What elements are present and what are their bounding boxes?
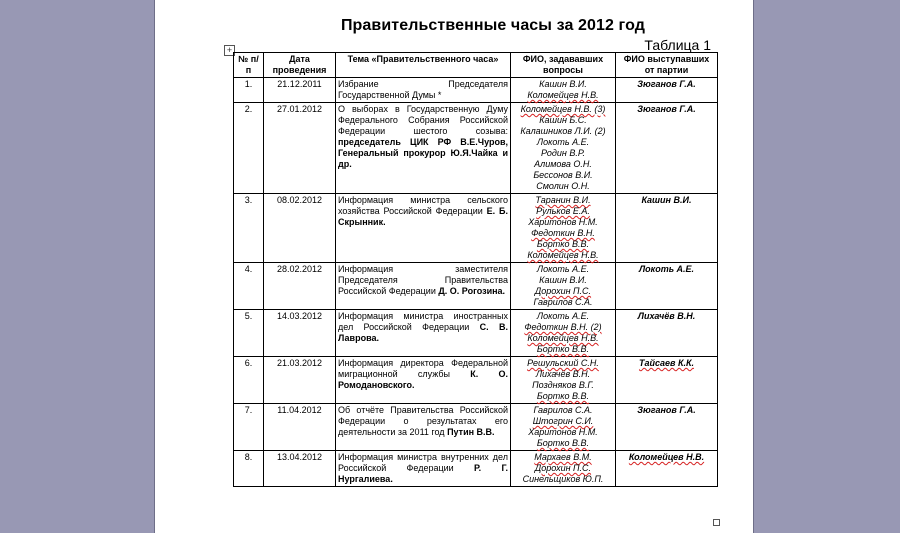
asker-name: Родин В.Р. — [541, 148, 585, 158]
topic-text: Информация министра иностранных дел Российской Федерации — [338, 311, 508, 332]
speaker-name: Зюганов Г.А. — [637, 79, 696, 89]
topic-text: Информация директора Федеральной миграционной службы — [338, 358, 508, 379]
header-asked: ФИО, задававших вопросы — [511, 53, 616, 78]
asker-name: Кашин В.И. — [539, 79, 587, 89]
row-num: 4. — [234, 263, 264, 310]
row-date: 13.04.2012 — [264, 451, 336, 487]
row-num: 7. — [234, 404, 264, 451]
speaker-name: Зюганов Г.А. — [637, 405, 696, 415]
row-date: 21.03.2012 — [264, 357, 336, 404]
asker-name: Коломейцев Н.В. — [527, 90, 599, 100]
asker-name: Рульков Е.А. — [536, 206, 590, 216]
asker-name: Бортко В.В. — [536, 391, 590, 401]
row-num: 5. — [234, 310, 264, 357]
topic-text: Об отчёте Правительства Российской Федерации о результатах его деятельности за 2011 год — [338, 405, 508, 437]
header-num: № п/п — [234, 53, 264, 78]
table-row — [234, 263, 718, 310]
row-topic — [336, 404, 511, 451]
document-page[interactable] — [154, 0, 754, 533]
asker-name: Харитонов Н.М. — [528, 427, 598, 437]
row-num: 6. — [234, 357, 264, 404]
topic-text: О выборах в Государственную Думу Федерального Собрания Российской Федерации шестого созыва: — [338, 104, 508, 136]
asker-name: Смолин О.Н. — [536, 181, 590, 191]
row-date: 21.12.2011 — [264, 78, 336, 103]
row-date: 11.04.2012 — [264, 404, 336, 451]
row-date: 27.01.2012 — [264, 103, 336, 194]
asker-name: Лихачёв В.Н. — [535, 369, 591, 379]
asker-name: Штогрин С.И. — [532, 416, 594, 426]
table-row — [234, 357, 718, 404]
row-topic — [336, 78, 511, 103]
speaker-name: Кашин В.И. — [641, 195, 692, 205]
row-topic — [336, 194, 511, 263]
header-spoke: ФИО выступавших от партии — [616, 53, 718, 78]
row-date: 28.02.2012 — [264, 263, 336, 310]
topic-official: Путин В.В. — [447, 427, 495, 437]
row-spoke — [616, 263, 718, 310]
table-move-handle-icon[interactable]: + — [224, 45, 235, 56]
asker-name: Бортко В.В. — [536, 239, 590, 249]
table-row — [234, 194, 718, 263]
table-body — [234, 78, 718, 487]
topic-text: Информация министра внутренних дел Российской Федерации — [338, 452, 508, 473]
asker-name: Локоть А.Е. — [536, 264, 590, 274]
topic-official: С. В. Лаврова. — [338, 322, 508, 343]
table-resize-handle-icon[interactable] — [713, 519, 720, 526]
row-topic — [336, 310, 511, 357]
asker-name: Коломейцев Н.В. (3) — [520, 104, 606, 114]
asker-name: Поздняков В.Г. — [532, 380, 594, 390]
header-topic: Тема «Правительственного часа» — [336, 53, 511, 78]
table-caption: Таблица 1 — [644, 37, 711, 53]
row-spoke — [616, 404, 718, 451]
row-spoke — [616, 310, 718, 357]
asker-name: Мархаев В.М. — [534, 452, 592, 462]
asker-name: Таранин В.И. — [535, 195, 591, 205]
asker-name: Локоть А.Е. — [536, 137, 590, 147]
row-spoke — [616, 357, 718, 404]
row-spoke — [616, 451, 718, 487]
speaker-name: Лихачёв В.Н. — [637, 311, 696, 321]
speaker-name: Зюганов Г.А. — [637, 104, 696, 114]
asker-name: Бортко В.В. — [536, 344, 590, 354]
row-asked — [511, 263, 616, 310]
row-asked — [511, 103, 616, 194]
row-asked — [511, 357, 616, 404]
table-row — [234, 78, 718, 103]
speaker-name: Тайсаев К.К. — [638, 358, 695, 368]
row-date: 14.03.2012 — [264, 310, 336, 357]
row-topic — [336, 451, 511, 487]
table-row — [234, 310, 718, 357]
asker-name: Бессонов В.И. — [533, 170, 593, 180]
table-header-row — [234, 53, 718, 78]
asker-name: Коломейцев Н.В. — [527, 333, 599, 343]
row-spoke — [616, 194, 718, 263]
asker-name: Гаврилов С.А. — [533, 405, 593, 415]
asker-name: Коломейцев Н.В. — [527, 250, 599, 260]
row-asked — [511, 310, 616, 357]
topic-text: Информация заместителя Председателя Правительства Российской Федерации — [338, 264, 508, 296]
asker-name: Решульский С.Н. — [527, 358, 599, 368]
topic-official: К. О. Ромодановского. — [338, 369, 508, 390]
asker-name: Дорохин П.С. — [534, 463, 592, 473]
asker-name: Калашников Л.И. (2) — [520, 126, 606, 136]
row-topic — [336, 357, 511, 404]
asker-name: Локоть А.Е. — [536, 311, 590, 321]
row-num: 1. — [234, 78, 264, 103]
row-num: 3. — [234, 194, 264, 263]
row-date: 08.02.2012 — [264, 194, 336, 263]
table-row — [234, 103, 718, 194]
asker-name: Синельщиков Ю.П. — [522, 474, 604, 484]
speaker-name: Коломейцев Н.В. — [628, 452, 705, 462]
row-num: 2. — [234, 103, 264, 194]
speaker-name: Локоть А.Е. — [638, 264, 695, 274]
row-topic — [336, 263, 511, 310]
asker-name: Кашин В.И. — [539, 275, 587, 285]
topic-text: Информация министра сельского хозяйства Российской Федерации — [338, 195, 508, 216]
asker-name: Гаврилов С.А. — [533, 297, 593, 307]
asker-name: Бортко В.В. — [536, 438, 590, 448]
topic-official: Е. Б. Скрынник. — [338, 206, 508, 227]
table-row — [234, 404, 718, 451]
asker-name: Харитонов Н.М. — [528, 217, 598, 227]
topic-official: Д. О. Рогозина. — [438, 286, 506, 296]
row-asked — [511, 451, 616, 487]
topic-text: Избрание Председателя Государственной Думы * — [338, 79, 508, 100]
row-asked — [511, 78, 616, 103]
asker-name: Кашин Б.С. — [539, 115, 587, 125]
asker-name: Дорохин П.С. — [534, 286, 592, 296]
row-topic — [336, 103, 511, 194]
asker-name: Федоткин В.Н. (2) — [524, 322, 602, 332]
row-asked — [511, 404, 616, 451]
asker-name: Федоткин В.Н. — [531, 228, 595, 238]
document-title: Правительственные часы за 2012 год — [340, 17, 646, 34]
topic-official: председатель ЦИК РФ В.Е.Чуров, Генеральный прокурор Ю.Я.Чайка и др. — [338, 137, 508, 169]
row-num: 8. — [234, 451, 264, 487]
row-spoke — [616, 103, 718, 194]
row-spoke — [616, 78, 718, 103]
government-hours-table — [233, 52, 718, 487]
table-row — [234, 451, 718, 487]
asker-name: Алимова О.Н. — [534, 159, 592, 169]
topic-official: Р. Г. Нургалиева. — [338, 463, 508, 484]
header-date: Дата проведения — [264, 53, 336, 78]
row-asked — [511, 194, 616, 263]
